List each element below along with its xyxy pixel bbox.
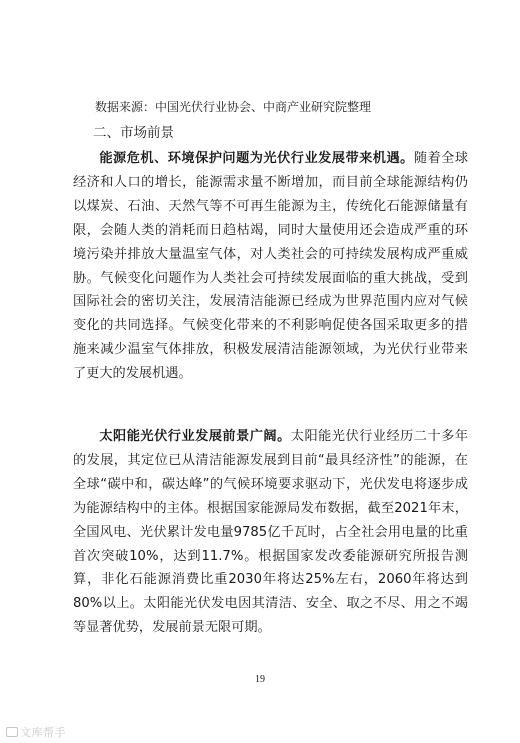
section-heading: 二、市场前景 [93, 125, 174, 141]
watermark-icon [6, 727, 18, 737]
paragraph-opportunities [73, 147, 468, 386]
watermark-logo [6, 724, 66, 740]
watermark-text: 文库帮手 [20, 726, 66, 739]
paragraph-lead-opportunities: 能源危机、环境保护问题为光伏行业发展带来机遇。 [99, 151, 414, 166]
page-number: 19 [255, 674, 265, 685]
paragraph-lead-prospects: 太阳能光伏行业发展前景广阔。 [99, 429, 291, 444]
paragraph-body-opportunities: 随着全球经济和人口的增长，能源需求量不断增加，而目前全球能源结构仍以煤炭、石油、天然气等不可再生能源为主，传统化石能源储量有限，会随人类的消耗而日趋枯竭，同时大量使用还会造成严重的环境污染并排放大量温室气体，对人类社会的可持续发展构成严重威胁。气候变化问题作为人类社会可持续发展面临的重大挑战，受到国际社会的密切关注，发展清洁能源已经成为世界范围内应对气候变化的共同选择。气候变化带来的不利影响促使各国采取更多的措施来减少温室气体排放，积极发展清洁能源领域，为光伏行业带来了更大的发展机遇。 [73, 151, 469, 382]
data-source-note: 数据来源：中国光伏行业协会、中商产业研究院整理 [95, 100, 372, 114]
paragraph-prospects [73, 425, 468, 640]
paragraph-body-prospects: 太阳能光伏行业经历二十多年的发展，其定位已从清洁能源发展到目前“最具经济性”的能源，在全球“碳中和，碳达峰”的气候环境要求驱动下，光伏发电将逐步成为能源结构中的主体。根据国家能源局发布数据，截至2021年末，全国风电、光伏累计发电量9785亿千瓦时，占全社会用电量的比重首次突破10%，达到11.7%。根据国家发改委能源研究所报告测算，非化石能源消费比重2030年将达25%左右，2060年将达到80%以上。太阳能光伏发电因其清洁、安全、取之不尽、用之不竭等显著优势，发展前景无限可期。 [73, 429, 469, 636]
